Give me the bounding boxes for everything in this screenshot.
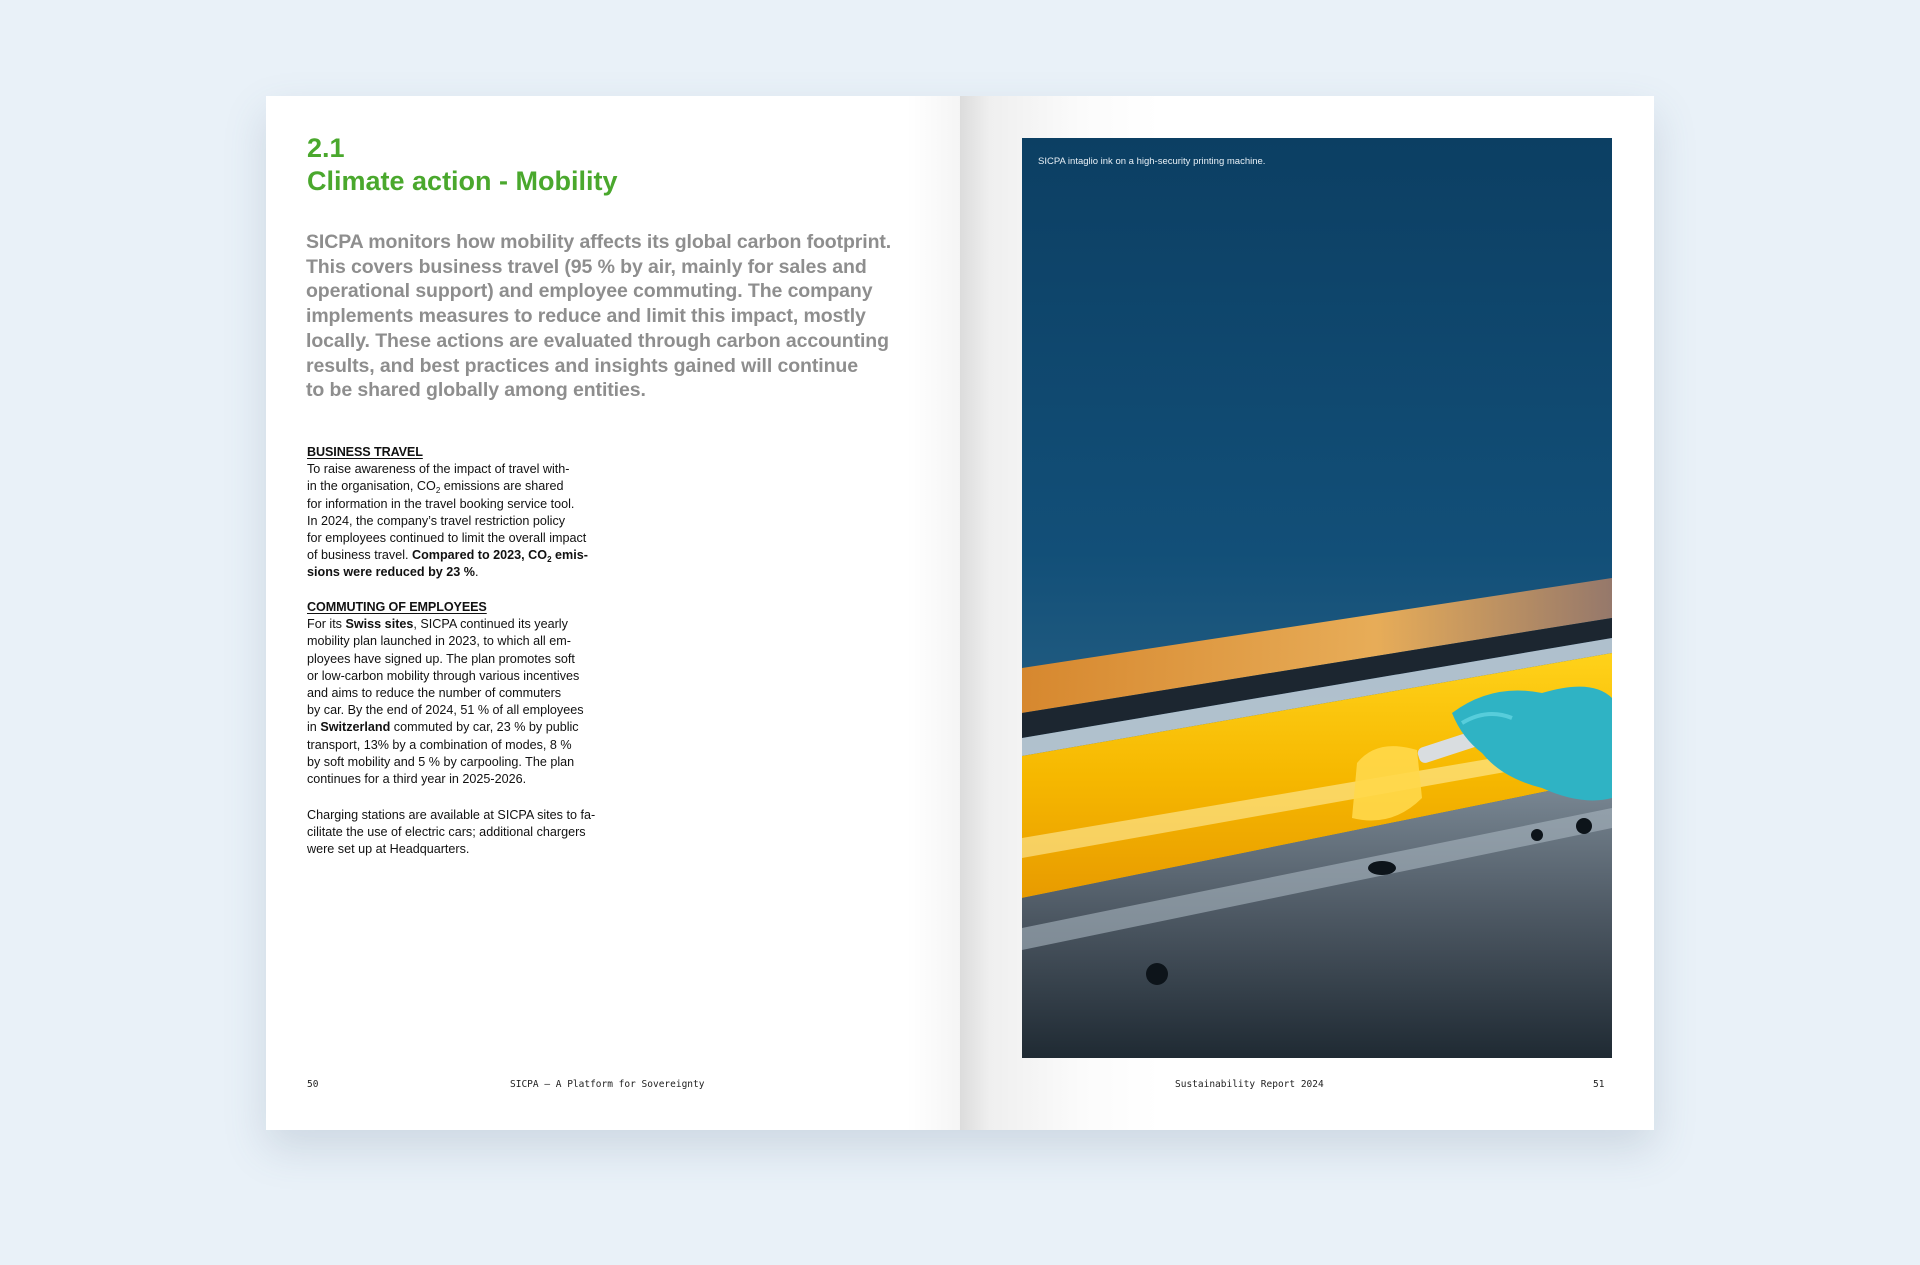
body-line: To raise awareness of the impact of travel with- [307, 462, 570, 477]
charging-paragraph [307, 807, 602, 859]
body-line: Charging stations are available at SICPA sites to fa- [307, 808, 596, 822]
lead-line: locally. These actions are evaluated through carbon accounting [306, 329, 889, 352]
business-travel-heading: BUSINESS TRAVEL [307, 445, 423, 459]
body-line: ployees have signed up. The plan promotes soft [307, 651, 575, 666]
body-line: transport, 13% by a combination of modes, 8 % [307, 737, 572, 752]
body-line: or low-carbon mobility through various incentives [307, 668, 580, 683]
body-line: by car. By the end of 2024, 51 % of all employees [307, 703, 584, 718]
right-running-footer: Sustainability Report 2024 [1175, 1079, 1324, 1090]
lead-line: to be shared globally among entities. [306, 379, 646, 402]
lead-line: This covers business travel (95 % by air, mainly for sales and [306, 255, 867, 278]
body-line: continues for a third year in 2025-2026. [307, 772, 527, 787]
body-line: were set up at Headquarters. [307, 842, 470, 857]
section-title: Climate action - Mobility [307, 166, 618, 196]
spine-shadow [906, 96, 960, 1130]
lead-paragraph [306, 230, 906, 403]
body-line: sions were reduced by 23 %. [307, 565, 479, 580]
body-line: For its Swiss sites, SICPA continued its yearly [307, 617, 568, 632]
lead-line: SICPA monitors how mobility affects its global carbon footprint. [306, 231, 892, 253]
body-line: mobility plan launched in 2023, to which all em- [307, 634, 571, 649]
business-travel-section [307, 444, 602, 582]
body-line: in the organisation, $CO_2$ emissions are shared [307, 479, 564, 496]
left-running-footer: SICPA — A Platform for Sovereignty [510, 1079, 705, 1090]
body-line: In 2024, the company’s travel restriction policy [307, 513, 566, 528]
body-line: by soft mobility and 5 % by carpooling. The plan [307, 754, 575, 769]
lead-line: operational support) and employee commuting. The company [306, 280, 873, 303]
body-line: and aims to reduce the number of commuters [307, 686, 562, 701]
left-page-number: 50 [307, 1079, 319, 1090]
photo-caption: SICPA intaglio ink on a high-security printing machine. [1038, 156, 1266, 167]
printing-machine-photo [1022, 138, 1612, 1058]
report-spread [266, 96, 1654, 1130]
right-page [960, 96, 1654, 1130]
body-line: in Switzerland commuted by car, 23 % by public [307, 720, 579, 735]
photo-illustration [1022, 138, 1612, 1058]
body-line: cilitate the use of electric cars; additional chargers [307, 825, 586, 840]
left-page [266, 96, 960, 1130]
commuting-section [307, 599, 602, 788]
lead-line: results, and best practices and insights gained will continue [306, 354, 858, 377]
lead-line: implements measures to reduce and limit this impact, mostly [306, 305, 866, 328]
body-line: for information in the travel booking service tool. [307, 496, 575, 511]
body-line: of business travel. Compared to 2023, $CO_2$ emis- [307, 548, 588, 565]
commuting-heading: COMMUTING OF EMPLOYEES [307, 600, 487, 614]
body-line: for employees continued to limit the overall impact [307, 531, 587, 546]
right-page-number: 51 [1593, 1079, 1605, 1090]
section-number: 2.1 [307, 133, 345, 163]
